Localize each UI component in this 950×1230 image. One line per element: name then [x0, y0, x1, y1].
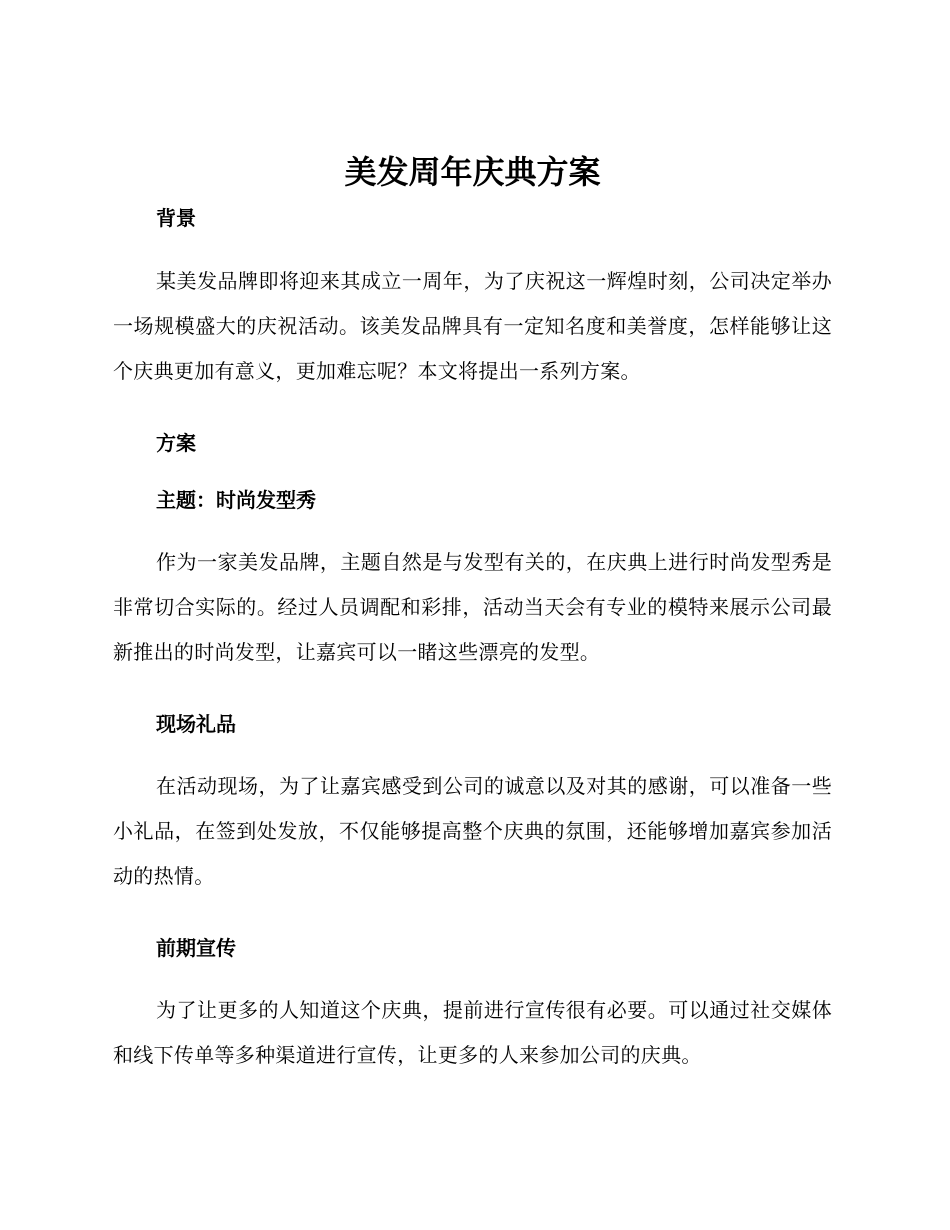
section-heading-promotion: 前期宣传: [156, 936, 236, 960]
section-heading-gifts: 现场礼品: [156, 712, 236, 736]
paragraph-theme: 作为一家美发品牌，主题自然是与发型有关的，在庆典上进行时尚发型秀是非常切合实际的。经过人员调配和彩排，活动当天会有专业的模特来展示公司最新推出的时尚发型，让嘉宾可以一睹这些漂亮的发型。: [113, 550, 832, 664]
paragraph-background: 某美发品牌即将迎来其成立一周年，为了庆祝这一辉煌时刻，公司决定举办一场规模盛大的庆祝活动。该美发品牌具有一定知名度和美誉度，怎样能够让这个庆典更加有意义，更加难忘呢？本文将提出一系列方案。: [113, 269, 832, 383]
paragraph-gifts: 在活动现场，为了让嘉宾感受到公司的诚意以及对其的感谢，可以准备一些小礼品，在签到处发放，不仅能够提高整个庆典的氛围，还能够增加嘉宾参加活动的热情。: [113, 774, 832, 888]
section-heading-plan: 方案: [156, 431, 196, 455]
section-heading-theme: 主题：时尚发型秀: [156, 488, 316, 512]
section-heading-background: 背景: [156, 206, 196, 230]
document-title: 美发周年庆典方案: [344, 153, 601, 191]
paragraph-promotion: 为了让更多的人知道这个庆典，提前进行宣传很有必要。可以通过社交媒体和线下传单等多种渠道进行宣传，让更多的人来参加公司的庆典。: [113, 998, 832, 1067]
